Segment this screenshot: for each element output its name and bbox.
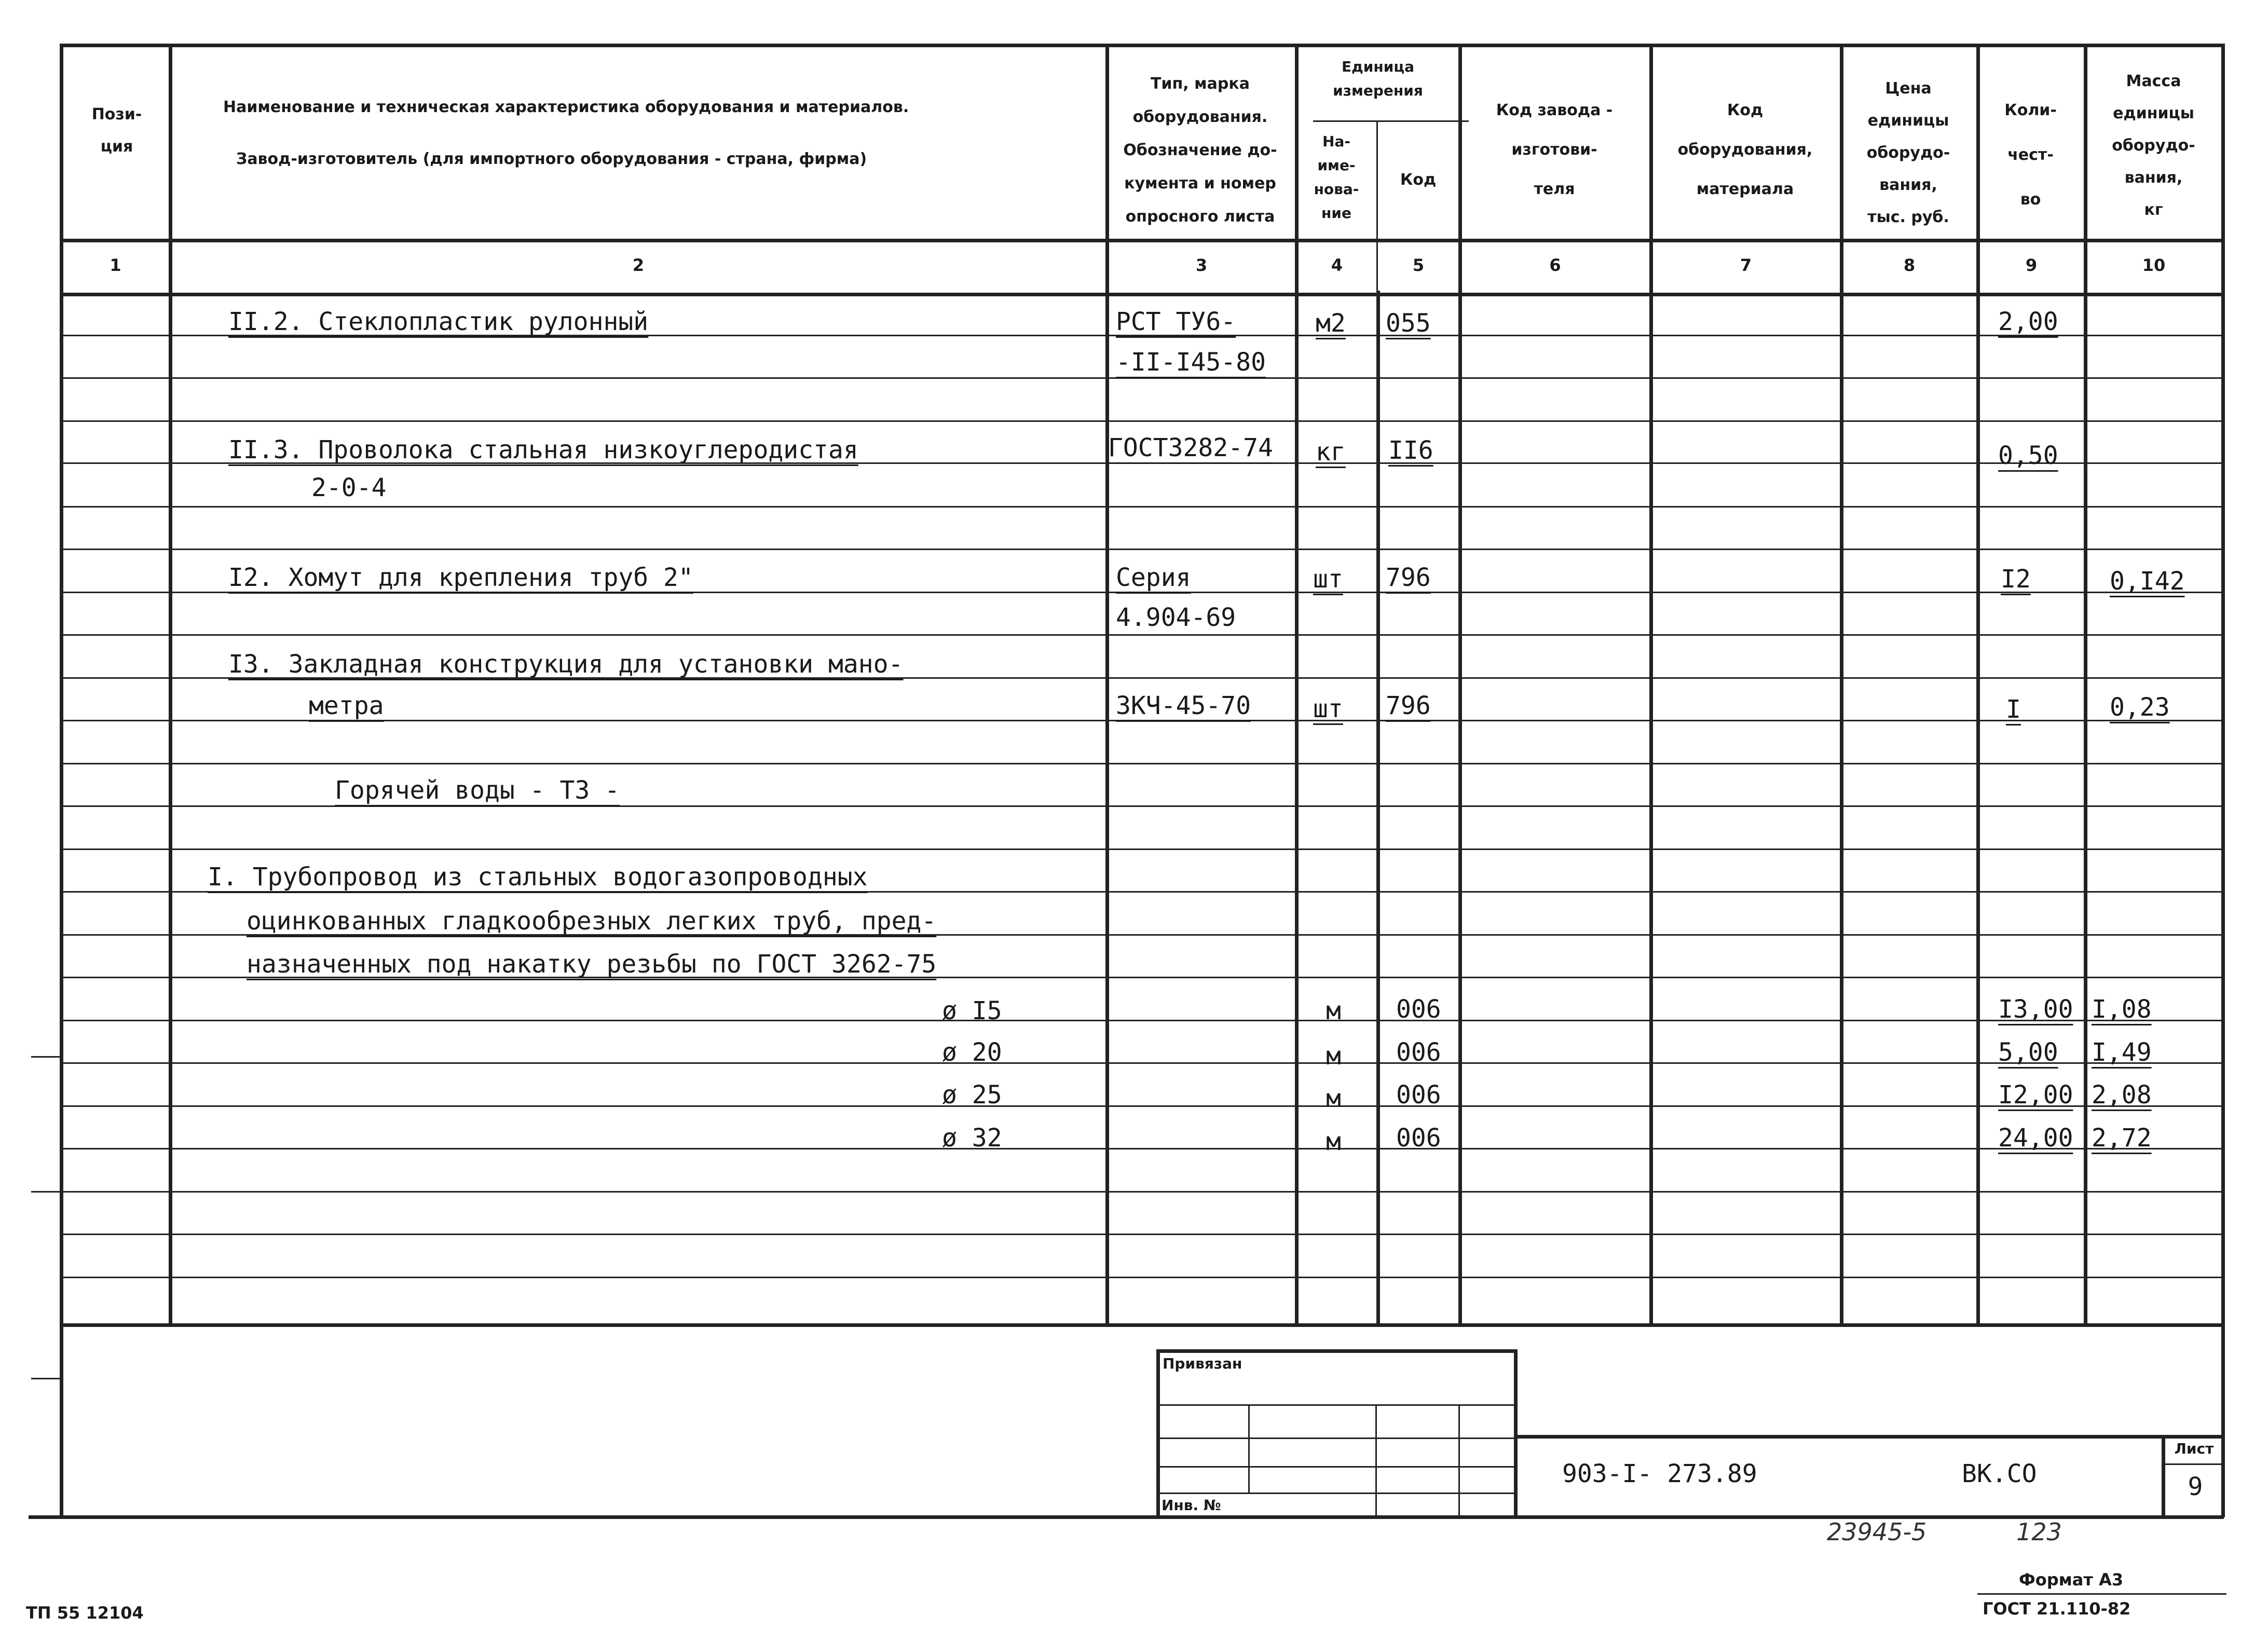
header-quantity: Коли- чест- во [2004,101,2057,209]
header-unit-name: На- име- нова- ние [1314,133,1359,222]
item-qty: I [2006,695,2021,724]
item-mass: I,49 [2092,1038,2152,1067]
pipe-diameter: ø 25 [942,1080,1002,1110]
item-qty: 2,00 [1998,307,2058,336]
item-code: 006 [1396,1080,1441,1110]
header-unit-code: Код [1400,171,1437,189]
item-doc: ГОСТ3282-74 [1108,433,1273,462]
column-number: 6 [1549,255,1561,275]
paper-format: Формат А3 [2019,1570,2124,1590]
item-qty: I3,00 [1998,995,2073,1024]
item-name: I. Трубопровод из стальных водогазопроводных [208,862,868,892]
item-unit: м2 [1316,309,1346,338]
item-name: II.3. Проволока стальная низкоуглеродистая [228,435,858,464]
column-number: 3 [1195,255,1208,275]
document-mark: ВК.СО [1962,1459,2037,1488]
item-mass: 2,08 [2092,1080,2152,1110]
item-name: I2. Хомут для крепления труб 2" [228,563,693,592]
pipe-diameter: ø I5 [942,996,1002,1025]
item-code: II6 [1388,436,1433,465]
header-factory-code: Код завода - изготови- теля [1496,101,1613,198]
item-qty: I2 [2001,565,2031,594]
column-number: 5 [1412,255,1425,275]
tb-inv-no: Инв. № [1162,1497,1221,1514]
column-number: 1 [110,255,121,275]
header-name: Наименование и техническая характеристика оборудования и материалов. [223,98,909,116]
item-doc: РСТ ТУ6- [1116,307,1236,336]
item-name: оцинкованных гладкообрезных легких труб, пред- [247,907,937,936]
item-doc: 4.904-69 [1116,603,1236,632]
item-code: 006 [1396,995,1441,1024]
item-doc: -II-I45-80 [1116,348,1266,377]
tb-sheet-label: Лист [2174,1440,2214,1457]
section-heading: Горячей воды - Т3 - [335,776,620,805]
handwritten-page-number: 123 [2016,1518,2062,1546]
item-name: назначенных под накатку резьбы по ГОСТ 3262-75 [247,950,937,979]
item-doc: ЗКЧ-45-70 [1116,691,1251,720]
item-qty: I2,00 [1998,1080,2073,1110]
item-name: I3. Закладная конструкция для установки мано- [228,650,904,679]
item-unit: шт [1313,565,1343,594]
item-name: метра [309,691,384,720]
tp-number: ТП 55 12104 [26,1603,144,1623]
item-code: 055 [1386,309,1431,338]
sheet-number: 9 [2188,1472,2203,1501]
header-mass: Масса единицы оборудо- вания, кг [2112,72,2195,219]
item-name: II.2. Стеклопластик рулонный [228,307,649,336]
item-unit: м [1326,1042,1341,1071]
pipe-diameter: ø 32 [942,1124,1002,1153]
item-qty: 5,00 [1998,1038,2058,1067]
column-number: 10 [2142,255,2166,275]
header-manufacturer: Завод-изготовитель (для импортного оборудования - страна, фирма) [236,150,867,168]
item-name: 2-0-4 [311,473,387,502]
header-position: Пози- ция [91,105,142,156]
item-unit: м [1326,1084,1341,1113]
pipe-diameter: ø 20 [942,1038,1002,1067]
tb-privyazan: Привязан [1163,1355,1242,1372]
item-qty: 0,50 [1998,441,2058,470]
header-unit-group: Единица измерения [1333,58,1423,99]
header-material-code: Код оборудования, материала [1677,101,1813,198]
item-doc: Серия [1116,563,1191,592]
item-mass: I,08 [2092,995,2152,1024]
document-number: 903-I- 273.89 [1562,1459,1757,1488]
item-mass: 0,23 [2110,693,2170,722]
item-code: 796 [1386,691,1431,720]
item-unit: м [1326,996,1341,1025]
item-qty: 24,00 [1998,1124,2073,1153]
item-unit: м [1326,1127,1341,1156]
handwritten-inventory-number: 23945-5 [1827,1518,1927,1546]
item-mass: 0,I42 [2110,567,2185,596]
item-code: 796 [1386,563,1431,592]
header-type: Тип, марка оборудования. Обозначение до- кумента и номер опросного листа [1123,75,1277,226]
column-number: 4 [1331,255,1343,275]
header-price: Цена единицы оборудо- вания, тыс. руб. [1866,79,1950,226]
item-code: 006 [1396,1038,1441,1067]
item-unit: шт [1313,694,1343,723]
column-number: 2 [632,255,645,275]
item-mass: 2,72 [2092,1124,2152,1153]
item-unit: кг [1316,437,1346,467]
column-number: 7 [1740,255,1752,275]
column-number: 8 [1903,255,1916,275]
gost-standard: ГОСТ 21.110-82 [1983,1599,2131,1619]
column-number: 9 [2025,255,2038,275]
item-code: 006 [1396,1124,1441,1153]
